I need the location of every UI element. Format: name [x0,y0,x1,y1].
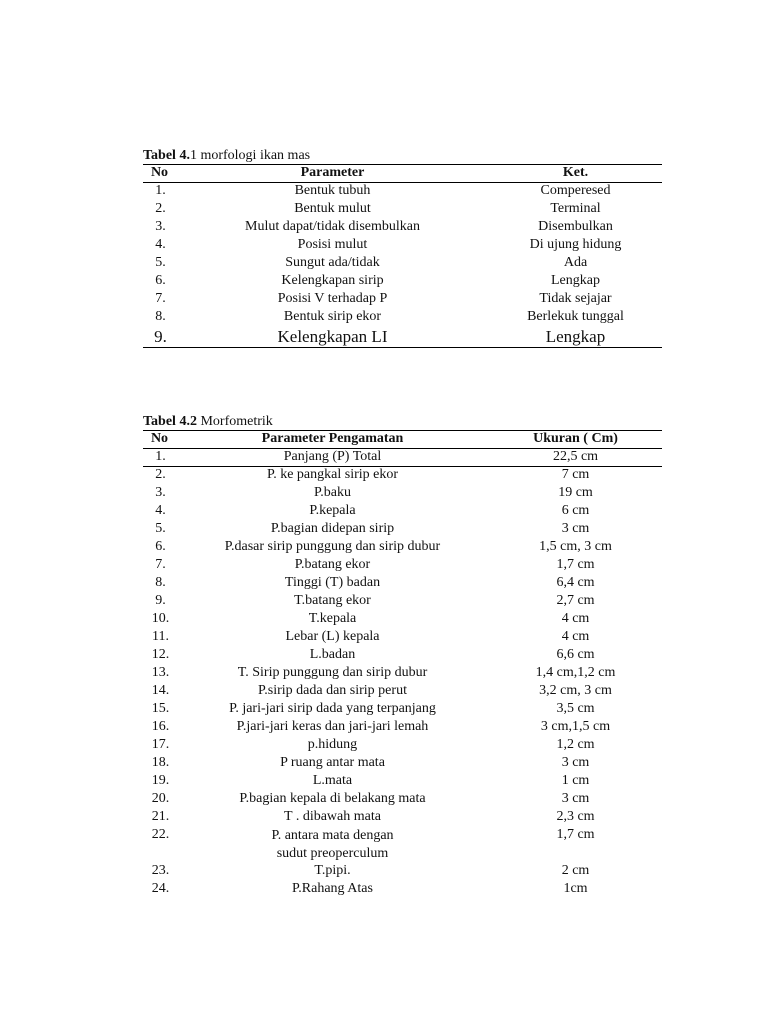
row-number: 11. [152,628,169,644]
row-number: 7. [155,556,166,572]
row-parameter: Bentuk sirip ekor [283,308,382,324]
row-number: 9. [154,326,167,346]
table-row [143,557,662,575]
table-row [143,773,662,791]
table-row [143,309,662,327]
table-row [143,539,662,557]
row-value: 3,2 cm, 3 cm [539,682,612,698]
row-parameter: P. antara mata dengan sudut preoperculum [271,827,394,861]
row-number: 10. [151,610,170,626]
table-row [143,575,662,593]
table-header-row [143,431,662,449]
row-number: 3. [155,484,166,500]
row-parameter: T.kepala [308,610,357,626]
column-header-parameter: Parameter [300,165,365,180]
row-value: 3 cm [561,754,590,770]
table-row [143,291,662,309]
row-parameter: T.batang ekor [294,592,371,608]
row-value: 3,5 cm [556,700,595,716]
row-number: 4. [155,502,166,518]
table-row [143,881,662,899]
row-value: 7 cm [561,467,590,482]
row-value: 22,5 cm [552,449,599,464]
column-header-parameter: Parameter Pengamatan [261,431,404,446]
row-number: 15. [151,700,170,716]
row-parameter: Kelengkapan sirip [281,272,384,288]
row-number: 14. [151,682,170,698]
row-value: Lengkap [545,326,606,346]
row-parameter: P.Rahang Atas [292,880,373,896]
row-number: 6. [155,272,166,288]
row-value: Disembulkan [538,218,613,234]
row-parameter: Panjang (P) Total [283,449,382,464]
table-row [143,611,662,629]
row-number: 1. [155,183,166,198]
row-number: 5. [155,520,166,536]
table-morfometrik [143,413,662,899]
table-row [143,755,662,773]
row-number: 13. [151,664,170,680]
row-parameter: P.sirip dada dan sirip perut [258,682,407,698]
row-value: 6,6 cm [556,646,595,662]
row-parameter: Posisi V terhadap P [277,290,388,306]
row-parameter: L.mata [312,772,353,788]
morfologi-table [143,164,662,348]
table-row [143,827,662,863]
table-row [143,201,662,219]
row-value: 3 cm,1,5 cm [540,718,611,734]
table-row [143,665,662,683]
row-number: 9. [155,592,166,608]
row-parameter: Bentuk tubuh [294,183,371,198]
row-value: 1 cm [561,772,590,788]
row-number: 22. [151,826,170,842]
row-value: 6,4 cm [556,574,595,590]
table-row [143,327,662,348]
row-parameter: L.badan [309,646,356,662]
row-parameter: Sungut ada/tidak [285,254,380,270]
row-number: 19. [151,772,170,788]
row-number: 7. [155,290,166,306]
table-row [143,273,662,291]
row-value: 2 cm [561,862,590,878]
row-parameter: Tinggi (T) badan [284,574,381,590]
row-number: 16. [151,718,170,734]
column-header-no: No [150,431,169,446]
table-row [143,593,662,611]
row-number: 6. [155,538,166,554]
row-value: 1cm [563,880,588,896]
row-value: 1,4 cm,1,2 cm [535,664,616,680]
row-parameter: P.batang ekor [294,556,371,572]
row-parameter: P. jari-jari sirip dada yang terpanjang [229,700,436,716]
table-caption: Tabel 4.2 Morfometrik [143,414,273,429]
row-parameter: P.jari-jari keras dan jari-jari lemah [236,718,429,734]
table-row [143,183,662,201]
table-row [143,237,662,255]
row-value: 1,5 cm, 3 cm [539,538,612,554]
row-value: 3 cm [561,520,590,536]
row-number: 12. [151,646,170,662]
table-row [143,701,662,719]
row-number: 20. [151,790,170,806]
row-parameter: Lebar (L) kepala [285,628,380,644]
table-row [143,449,662,467]
morfometrik-table [143,430,662,899]
table-row [143,683,662,701]
row-value: 1,7 cm [556,826,595,842]
table-row [143,737,662,755]
row-value: Terminal [550,200,601,216]
row-number: 2. [155,467,166,482]
row-number: 18. [151,754,170,770]
row-value: 6 cm [561,502,590,518]
table-row [143,521,662,539]
table-row [143,467,662,485]
table-row [143,719,662,737]
row-number: 3. [155,218,166,234]
row-value: 2,7 cm [556,592,595,608]
row-number: 23. [151,862,170,878]
row-value: 4 cm [561,628,590,644]
table-caption: Tabel 4.1 morfologi ikan mas [143,148,311,163]
row-parameter: P.bagian kepala di belakang mata [239,790,426,806]
row-number: 1. [155,449,166,464]
row-number: 4. [155,236,166,252]
table-row [143,485,662,503]
table-row [143,809,662,827]
row-parameter: Posisi mulut [297,236,368,252]
column-header-ukuran: Ukuran ( Cm) [533,431,618,446]
row-number: 8. [155,574,166,590]
row-number: 5. [155,254,166,270]
row-value: 1,7 cm [556,556,595,572]
table-row [143,863,662,881]
table-row [143,219,662,237]
row-parameter: T.pipi. [314,862,351,878]
row-parameter: P.bagian didepan sirip [270,520,395,536]
row-value: Berlekuk tunggal [527,308,624,324]
row-parameter: P. ke pangkal sirip ekor [266,467,399,482]
row-parameter: p.hidung [307,736,358,752]
row-value: Tidak sejajar [539,290,612,306]
row-value: 19 cm [558,484,593,500]
row-number: 8. [155,308,166,324]
table-row [143,255,662,273]
row-number: 24. [151,880,170,896]
row-value: Lengkap [551,272,600,288]
row-parameter: P.dasar sirip punggung dan sirip dubur [224,538,441,554]
table-row [143,791,662,809]
row-number: 2. [155,200,166,216]
row-number: 21. [151,808,170,824]
table-row [143,629,662,647]
row-parameter: P ruang antar mata [280,754,385,770]
row-parameter: P.kepala [309,502,356,518]
row-parameter: P.baku [314,484,351,500]
row-parameter: T. Sirip punggung dan sirip dubur [237,664,428,680]
row-value: 4 cm [561,610,590,626]
row-parameter: Mulut dapat/tidak disembulkan [245,218,420,234]
column-header-ket: Ket. [562,165,589,180]
row-value: 1,2 cm [556,736,595,752]
row-value: Di ujung hidung [529,236,622,252]
row-number: 17. [151,736,170,752]
table-row [143,503,662,521]
row-parameter: Bentuk mulut [294,200,371,216]
row-value: Ada [563,254,588,270]
row-value: 2,3 cm [556,808,595,824]
row-parameter: T . dibawah mata [284,808,381,824]
table-header-row [143,165,662,183]
table-morfologi [143,147,662,348]
row-parameter: Kelengkapan LI [277,326,388,346]
row-value: Comperesed [540,183,611,198]
column-header-no: No [150,165,169,180]
table-row [143,647,662,665]
row-value: 3 cm [561,790,590,806]
